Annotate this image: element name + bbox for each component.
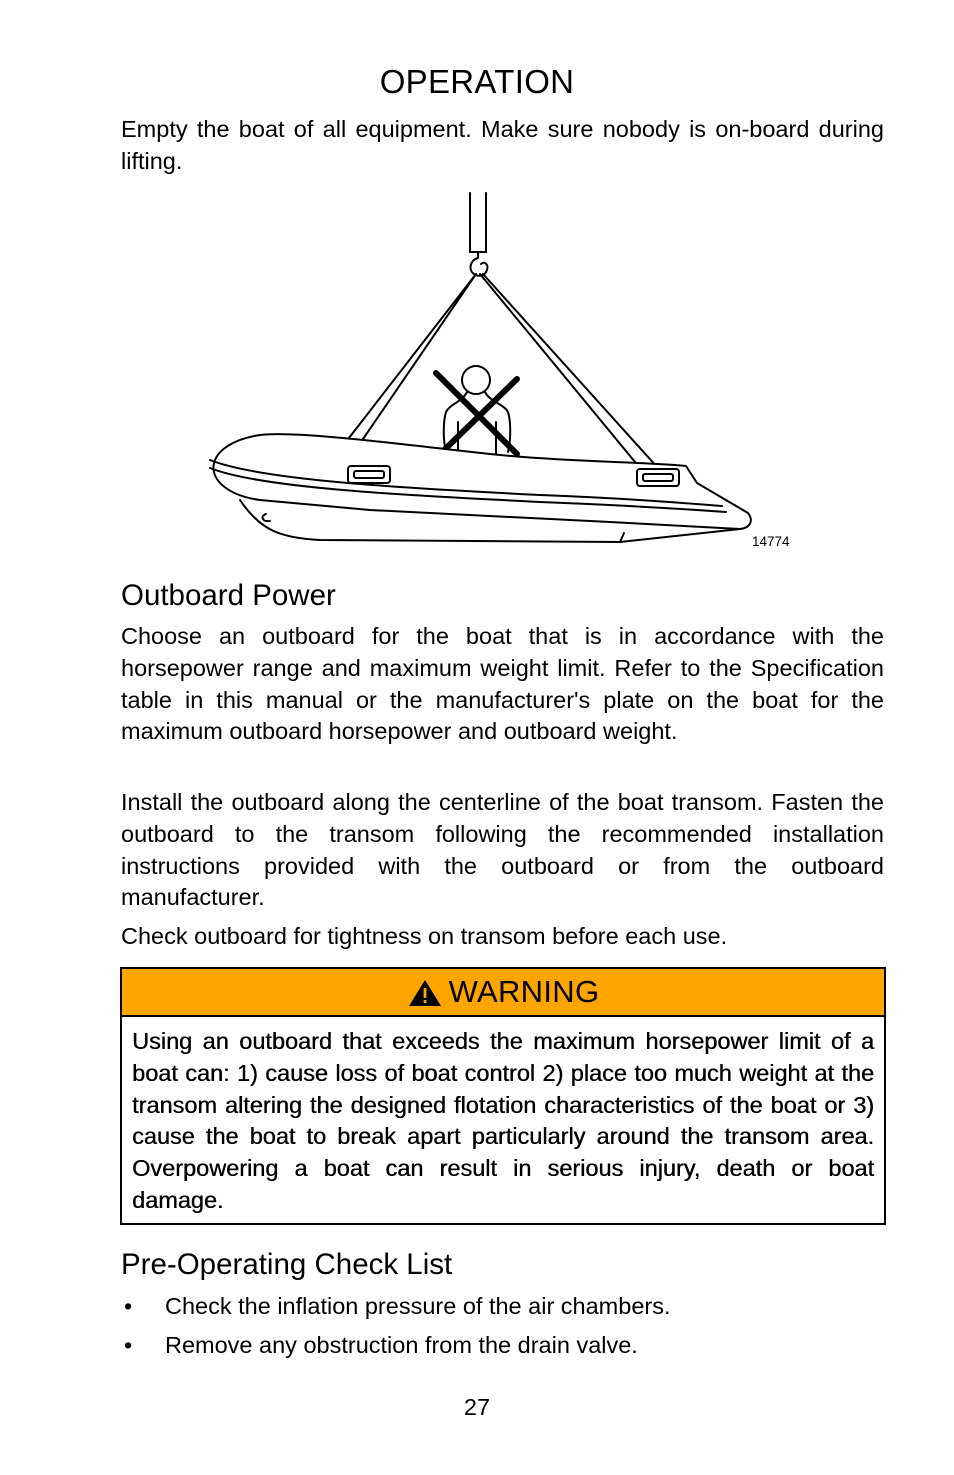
page-number: 27 <box>463 1394 491 1420</box>
list-item-text: Check the inflation pressure of the air chambers. <box>165 1293 671 1319</box>
list-item <box>121 1290 884 1322</box>
outboard-power-heading: Outboard Power <box>121 579 336 612</box>
list-item <box>121 1329 884 1361</box>
list-item-text: Remove any obstruction from the drain valve. <box>165 1332 638 1358</box>
figure-reference-number: 14774 <box>752 534 790 549</box>
pre-operating-check-list <box>121 1290 884 1368</box>
intro-paragraph: Empty the boat of all equipment. Make sure nobody is on-board during lifting. <box>121 116 884 174</box>
warning-header <box>122 969 884 1017</box>
warning-label: WARNING <box>448 974 600 1009</box>
boat-lifting-illustration <box>200 190 810 560</box>
outboard-power-paragraph-2: Install the outboard along the centerline of the boat transom. Fasten the outboard to the transom following the recommended installation instructions provided with the outboard or from the outboard manufacturer. <box>121 789 884 911</box>
warning-text: Using an outboard that exceeds the maximum horsepower limit of a boat can: 1) cause loss of boat control 2) place too much weight at the transom altering the designed flotation characteristics of the boat or 3) cause the boat to break apart particularly around the transom area. Overpowering a boat can result in serious injury, death or boat damage. <box>132 1028 874 1213</box>
outboard-power-paragraph-1: Choose an outboard for the boat that is in accordance with the horsepower range and maximum weight limit. Refer to the Specification table in this manual or the manufacturer's plate on the boat for the maximum outboard horsepower and outboard weight. <box>121 623 884 745</box>
page-title: OPERATION <box>379 63 575 100</box>
warning-box <box>120 967 886 1225</box>
warning-triangle-icon <box>407 978 443 1008</box>
bullet: • <box>124 1332 133 1358</box>
outboard-power-paragraph-3: Check outboard for tightness on transom before each use. <box>121 923 728 949</box>
bullet: • <box>124 1293 133 1319</box>
pre-operating-check-list-heading: Pre-Operating Check List <box>121 1248 453 1281</box>
